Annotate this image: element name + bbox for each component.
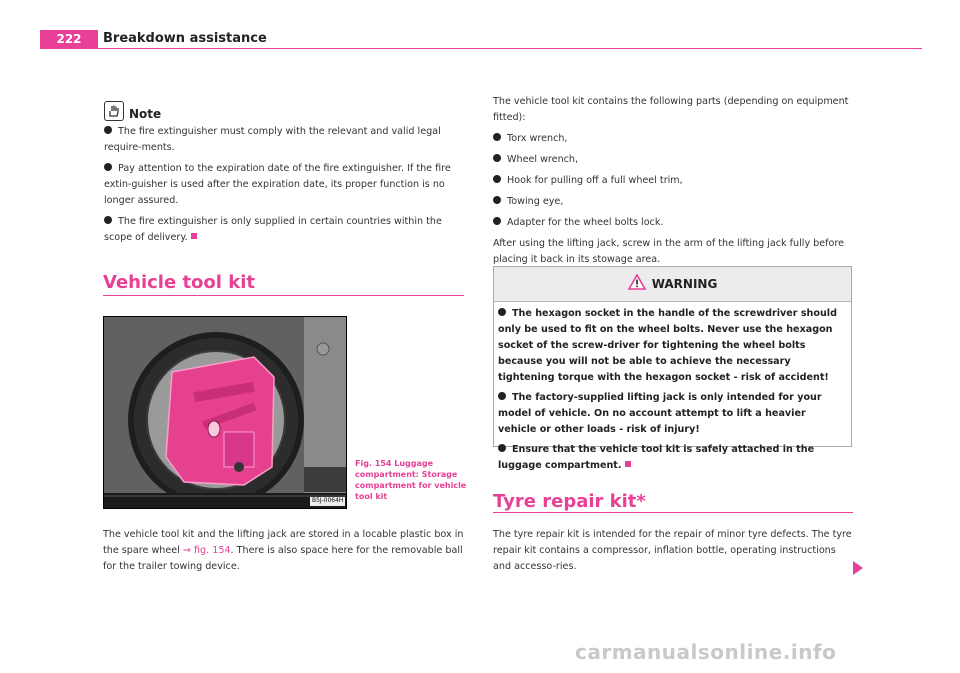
note-header xyxy=(104,97,161,121)
part-item: Towing eye, xyxy=(493,194,853,210)
note-bullet: The fire extinguisher must comply with the relevant and valid legal require-ments. xyxy=(104,126,441,153)
heading-vehicle-tool-kit: Vehicle tool kit xyxy=(103,272,255,293)
warning-triangle-icon xyxy=(628,274,646,294)
bullet-dot-icon xyxy=(104,216,112,224)
after-use-paragraph: After using the lifting jack, screw in the arm of the lifting jack fully before placing it back in its stowage area. xyxy=(493,238,845,265)
note-label: Note xyxy=(129,107,162,121)
warning-bullet: The hexagon socket in the handle of the screwdriver should only be used to fit on the wheel bolts. Never use the hexagon socket of the screw-driver for tightening the wheel bolts because you will not be able to achieve the necessary tightening torque with the hexagon socket - risk of accident! xyxy=(498,308,837,383)
contents-intro: The vehicle tool kit contains the following parts (depending on equipment fitted): xyxy=(493,96,849,123)
bullet-dot-icon xyxy=(493,175,501,183)
note-bullet: Pay attention to the expiration date of the fire extinguisher. If the fire extin-guisher is used after the expiration date, its proper function is no longer assured. xyxy=(104,163,451,206)
warning-bullet: Ensure that the vehicle tool kit is safely attached in the luggage compartment. xyxy=(498,444,815,471)
warning-bullet: The factory-supplied lifting jack is only intended for your model of vehicle. On no account attempt to lift a heavier vehicle or other loads - risk of injury! xyxy=(498,392,822,435)
figure-code: B5J-0064H xyxy=(312,497,344,504)
note-body xyxy=(104,124,464,251)
note-hand-icon xyxy=(104,101,124,121)
header-rule xyxy=(40,48,922,49)
heading-rule xyxy=(493,512,853,513)
bullet-dot-icon xyxy=(493,217,501,225)
tyre-repair-paragraph: The tyre repair kit is intended for the repair of minor tyre defects. The tyre repair kit contains a compressor, inflation bottle, operating instructions and accesso-ries. xyxy=(493,529,852,572)
bullet-dot-icon xyxy=(498,308,506,316)
warning-body xyxy=(494,302,851,474)
section-title: Breakdown assistance xyxy=(103,31,267,46)
bullet-dot-icon xyxy=(104,163,112,171)
next-page-arrow-icon[interactable] xyxy=(853,561,863,575)
bullet-dot-icon xyxy=(493,133,501,141)
heading-tyre-repair-kit: Tyre repair kit* xyxy=(493,491,646,512)
part-item: Torx wrench, xyxy=(493,131,853,147)
warning-box xyxy=(493,266,852,471)
end-square-icon xyxy=(191,233,197,239)
part-item: Wheel wrench, xyxy=(493,152,853,168)
bullet-dot-icon xyxy=(498,392,506,400)
bullet-dot-icon xyxy=(498,444,506,452)
page-number: 222 xyxy=(40,30,98,48)
heading-rule xyxy=(103,295,464,296)
part-item: Adapter for the wheel bolts lock. xyxy=(493,215,853,231)
figure-reference-link[interactable]: ⇒ fig. 154 xyxy=(182,545,231,556)
bullet-dot-icon xyxy=(493,196,501,204)
bullet-dot-icon xyxy=(493,154,501,162)
tool-kit-contents xyxy=(493,94,853,273)
warning-label: WARNING xyxy=(651,277,718,291)
watermark: carmanualsonline.info xyxy=(575,640,837,664)
note-bullet: The fire extinguisher is only supplied in certain countries within the scope of delivery. xyxy=(104,216,442,243)
warning-header xyxy=(494,267,851,302)
figure-caption: Fig. 154 Luggage compartment: Storage compartment for vehicle tool kit xyxy=(355,459,467,501)
end-square-icon xyxy=(625,461,631,467)
tool-kit-storage-paragraph: The vehicle tool kit and the lifting jack are stored in a locable plastic box in the spare wheel ⇒ fig. 154. There is also space here for the removable ball for the trailer towing device. xyxy=(103,529,464,572)
figure-storage-compartment xyxy=(103,316,347,509)
bullet-dot-icon xyxy=(104,126,112,134)
part-item: Hook for pulling off a full wheel trim, xyxy=(493,173,853,189)
